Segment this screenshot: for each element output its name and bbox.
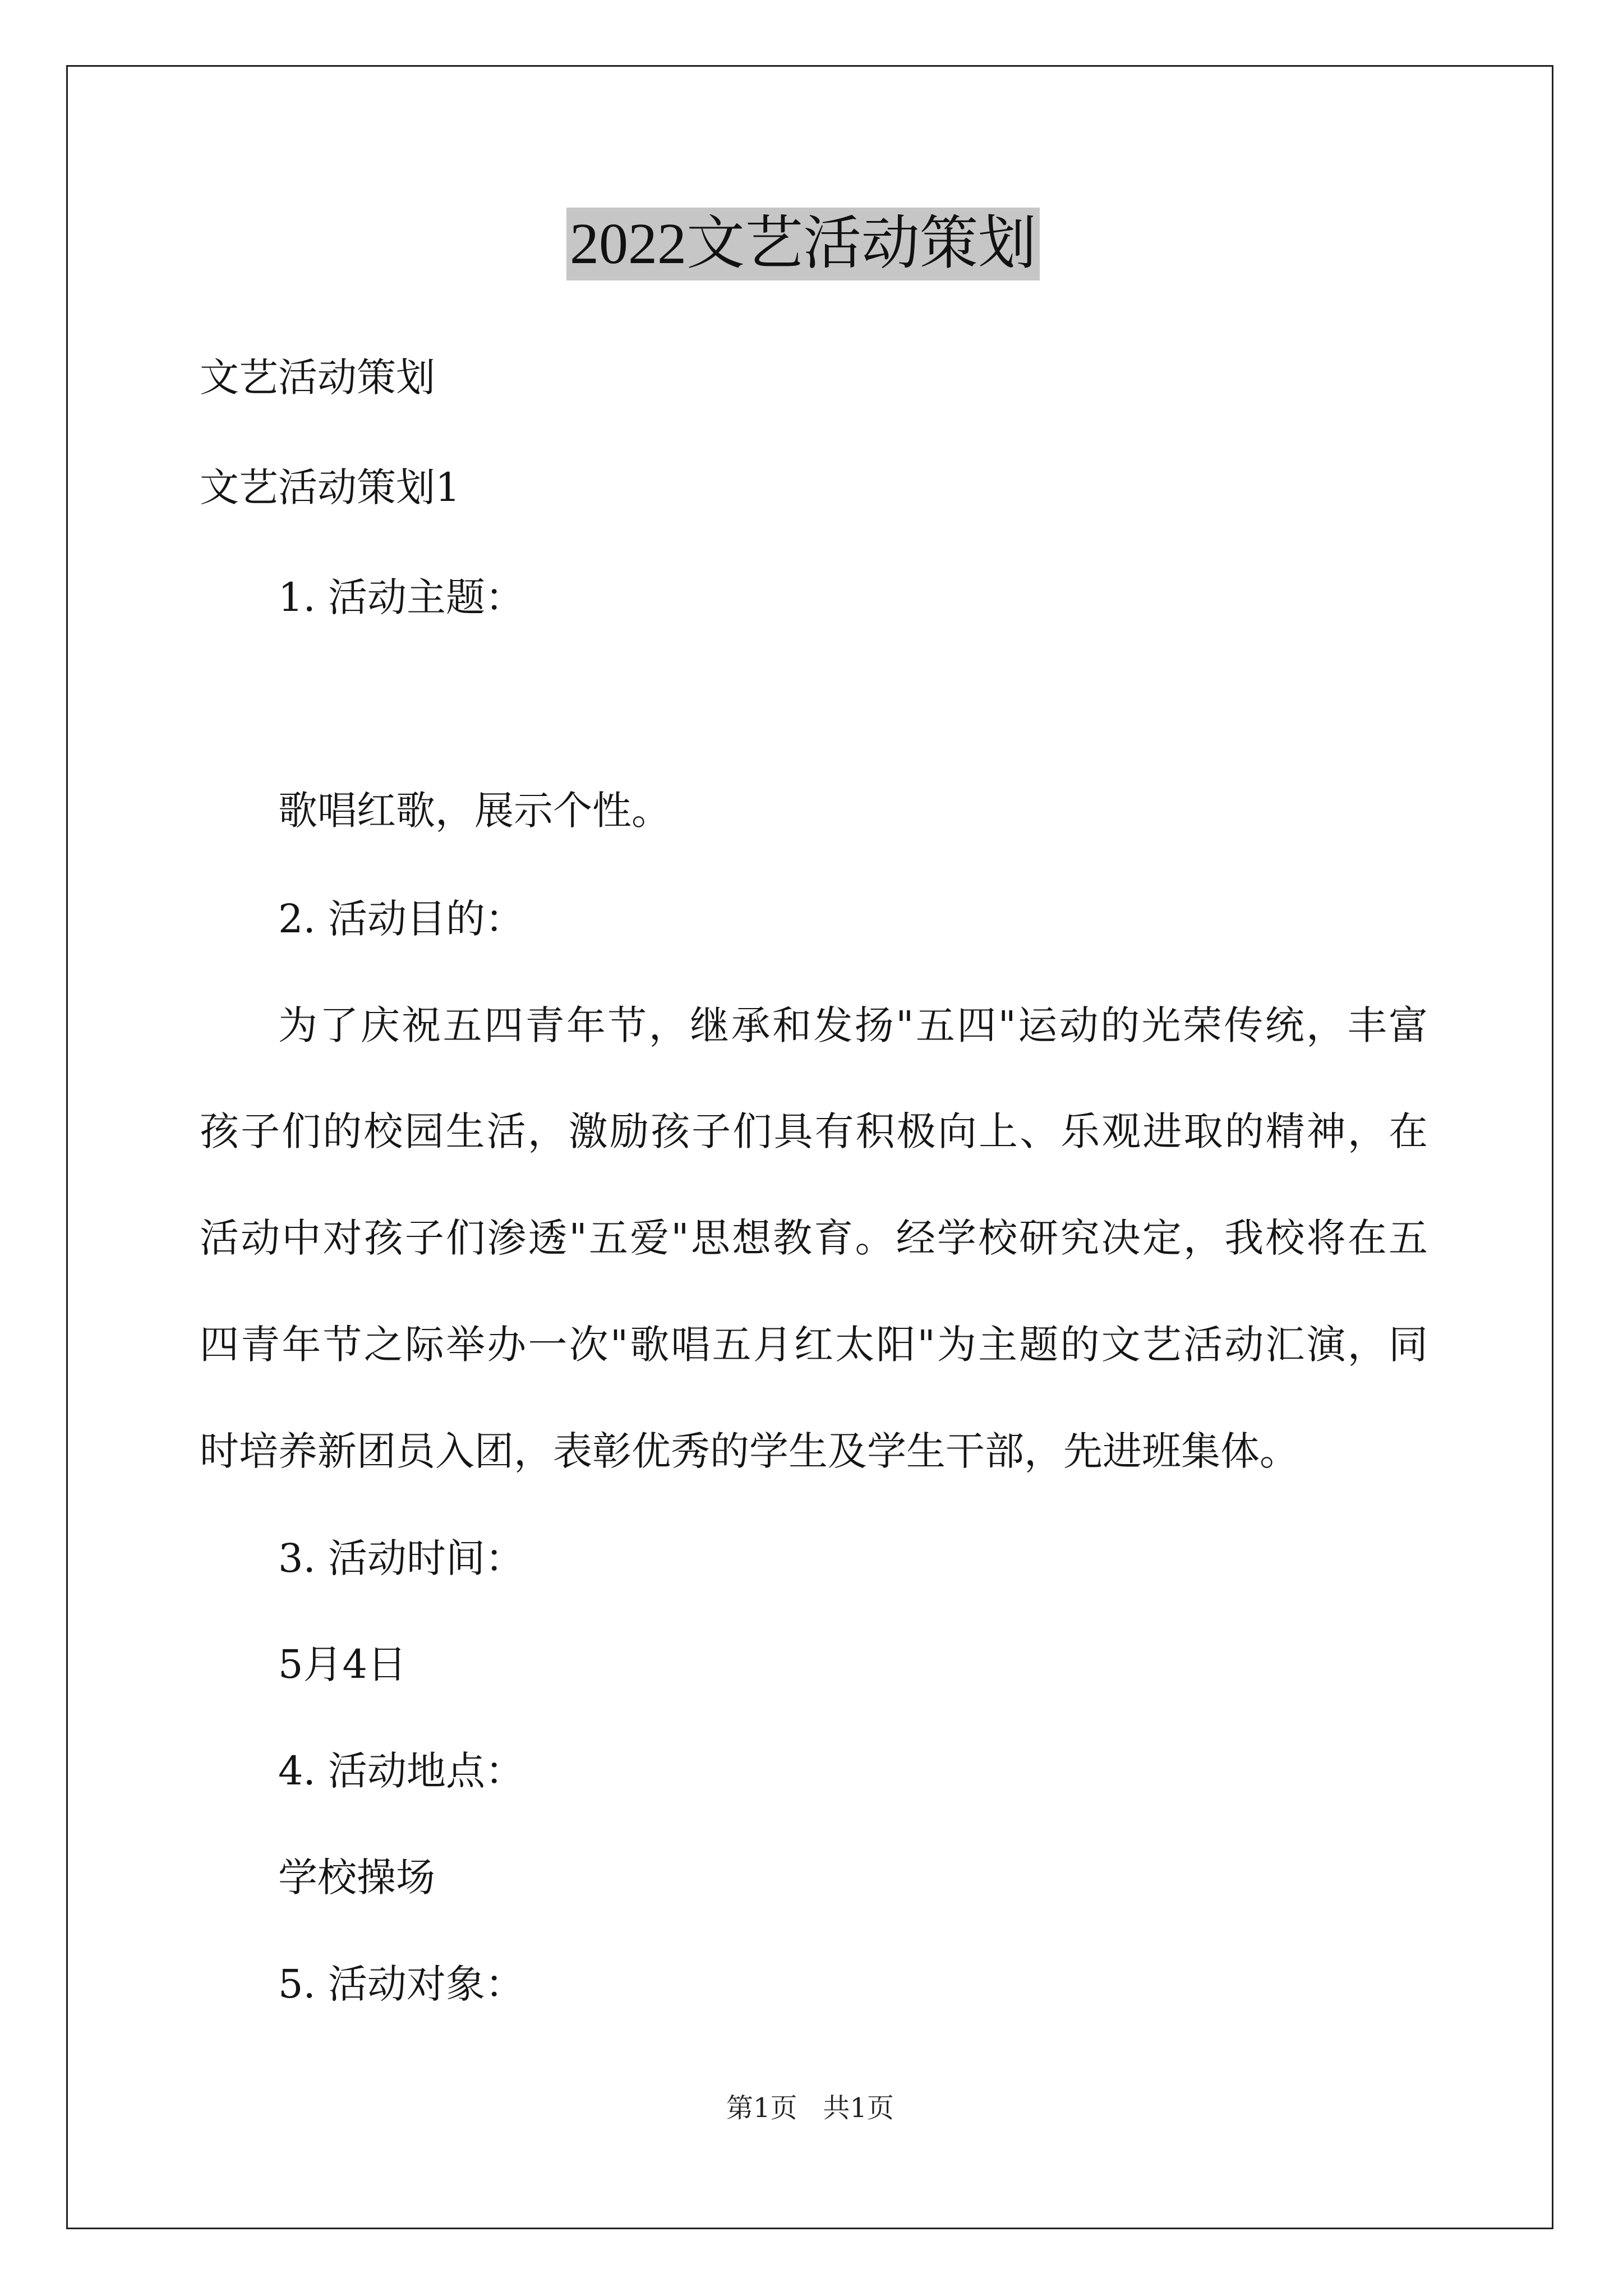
document-heading: 文艺活动策划 <box>200 355 435 401</box>
page-footer: 第1页 共1页 <box>726 2092 894 2124</box>
purpose-paragraph-line: 为了庆祝五四青年节，继承和发扬"五四"运动的光荣传统，丰富 <box>278 1002 1428 1048</box>
item-content-location: 学校操场 <box>278 1855 435 1901</box>
item-content-theme: 歌唱红歌，展示个性。 <box>278 788 671 834</box>
item-content-time: 5月4日 <box>278 1641 407 1687</box>
item-label-audience: 5. 活动对象： <box>278 1961 525 2007</box>
purpose-paragraph-line: 活动中对孩子们渗透"五爱"思想教育。经学校研究决定，我校将在五 <box>200 1215 1428 1261</box>
purpose-paragraph-line: 时培养新团员入团，表彰优秀的学生及学生干部，先进班集体。 <box>200 1428 1299 1474</box>
document-title: 2022文艺活动策划 <box>566 208 1040 280</box>
item-label-time: 3. 活动时间： <box>278 1535 525 1581</box>
purpose-paragraph-line: 孩子们的校园生活，激励孩子们具有积极向上、乐观进取的精神，在 <box>200 1108 1428 1154</box>
item-label-location: 4. 活动地点： <box>278 1748 525 1794</box>
item-label-purpose: 2. 活动目的： <box>278 896 525 942</box>
purpose-paragraph-line: 四青年节之际举办一次"歌唱五月红太阳"为主题的文艺活动汇演，同 <box>200 1322 1428 1368</box>
section-heading: 文艺活动策划1 <box>200 464 460 510</box>
item-label-theme: 1. 活动主题： <box>278 574 525 620</box>
